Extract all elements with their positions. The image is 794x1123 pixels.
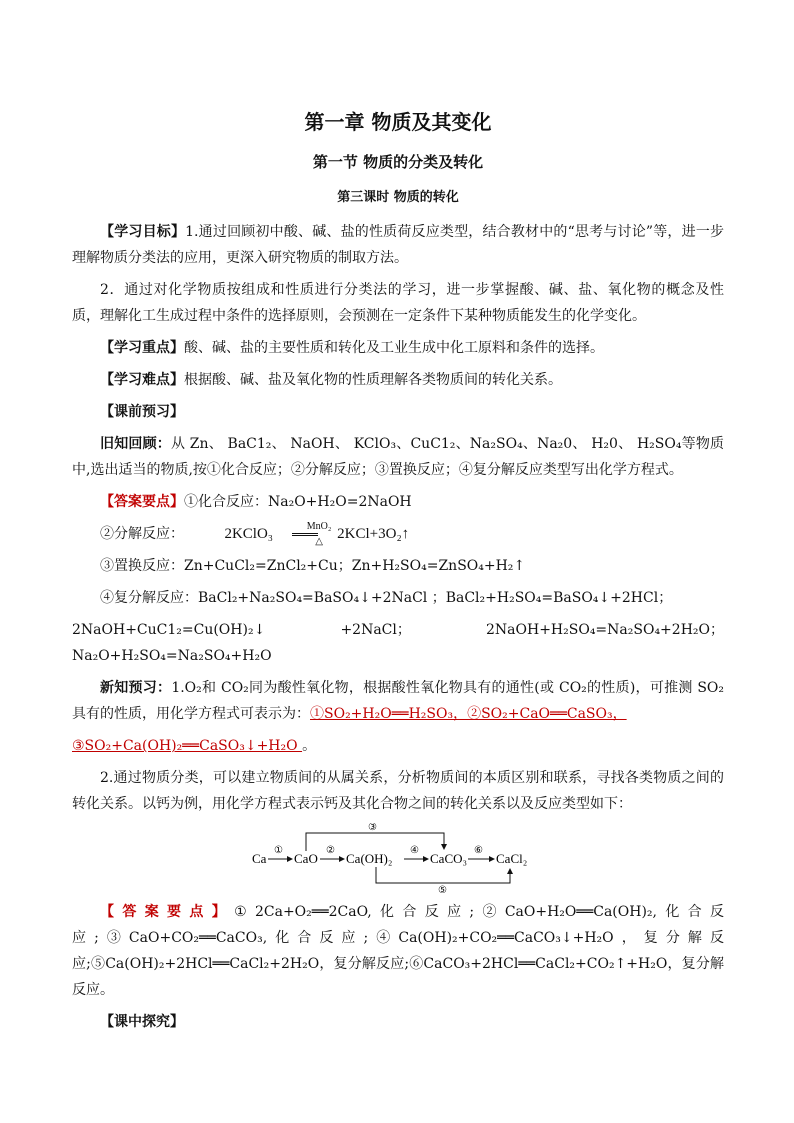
mark-4: ④ [410,845,419,857]
learning-goal-text-2: 2．通过对化学物质按组成和性质进行分类法的学习，进一步掌握酸、碱、盐、氧化物的概念及性质，理解化工生成过程中条件的选择原则，会预测在一定条件下某种物质能发生的化学变化。 [72,282,724,324]
answer2-paragraph [72,899,724,1003]
decomposition-equation [196,521,409,547]
new-knowledge-text-1: 1.O₂和 CO₂同为酸性氧化物，根据酸性氧化物具有的通性(或 CO₂的性质)，可推测 SO₂具有的性质，用化学方程式可表示为： [72,680,724,723]
new-knowledge-answer-2: ③SO₂+Ca(OH)₂══CaSO₃↓+H₂O [72,738,303,755]
new-knowledge-label: 新知预习： [100,680,172,697]
document-page [72,100,724,1041]
answer1-combination: ①化合反应：Na₂O+H₂O=2NaOH [184,494,412,510]
review-paragraph [72,431,724,483]
explore-heading [72,1009,724,1035]
answer1-decomposition-prefix: ②分解反应： [100,526,184,543]
answer2-text: ①2Ca+O₂══2CaO,化合反应;②CaO+H₂O══Ca(OH)₂,化合反应;③CaO+CO₂══CaCO₃,化合反应;④Ca(OH)₂+CO₂══CaCO₃↓+H₂O，复分解反应;⑤Ca(OH)₂+2HCl══CaCl₂+2H₂O，复分解反应;⑥CaCO₃+2HCl══CaCl₂+CO₂↑+H₂O，复分解反应。 [72,904,725,999]
mark-1: ① [274,845,283,857]
answer1-line1 [72,489,724,515]
learning-goal-label: 【学习目标】 [100,224,186,240]
section-title: 第一节 物质的分类及转化 [312,153,484,171]
mark-5: ⑤ [438,885,447,894]
new-knowledge-answer-line [72,733,724,759]
decomposition-reactant: 2KClO₃ [224,526,274,542]
learning-focus-label: 【学习重点】 [100,340,184,356]
learning-goal-text-1: 1.通过回顾初中酸、碱、盐的性质荷反应类型，结合教材中的“思考与讨论”等，进一步理解物质分类法的应用，更深入研究物质的制取方法。 [72,224,725,266]
mark-3: ③ [368,823,377,834]
lesson-title: 第三课时 物质的转化 [337,190,459,205]
node-cacl2: CaCl₂ [496,851,528,867]
arrow-5 [376,867,510,883]
decomposition-products: 2KCl+3O₂↑ [337,526,410,542]
preview-heading [72,399,724,425]
chapter-title: 第一章 物质及其变化 [304,110,492,134]
learning-difficulty-text: 根据酸、碱、盐及氧化物的性质理解各类物质间的转化关系。 [184,372,562,388]
mark-2: ② [326,845,335,857]
catalyst-label: MnO₂ [306,521,332,533]
calcium-conversion-diagram [248,823,548,893]
new-knowledge-end: 。 [302,738,317,755]
explore-label: 【课中探究】 [100,1014,184,1031]
review-text: 从 Zn、 BaC1₂、 NaOH、 KClO₃、CuC1₂、Na₂SO₄、Na₂0、 H₂0、 H₂SO₄等物质中,选出适当的物质,按①化合反应；②分解反应；③置换反应；④复分解反应类型写出化学方程式。 [72,436,725,478]
node-cao: CaO [294,851,318,867]
learning-difficulty [72,367,724,393]
learning-goal [72,219,724,271]
answer1-line2 [72,521,724,547]
answer2-label: 【答案要点】 [100,904,235,921]
new-knowledge-answer-1: ①SO₂+H₂O══H₂SO₃，②SO₂+CaO══CaSO₃， [310,706,627,723]
heat-symbol: △ [315,536,323,548]
preview-label: 【课前预习】 [100,404,184,420]
answer1-displacement: ③置换反应：Zn+CuCl₂=ZnCl₂+Cu；Zn+H₂SO₄=ZnSO₄+H₂↑ [100,558,526,575]
review-label: 旧知回顾： [100,436,171,452]
answer1-double-decomposition-2: 2NaOH+CuC1₂=Cu(OH)₂↓ +2NaCl； 2NaOH+H₂SO₄=Na₂SO₄+2H₂O；Na₂O+H₂SO₄=Na₂SO₄+H₂O [72,622,724,665]
node-caoh2: Ca(OH)₂ [346,851,393,867]
mark-6: ⑥ [474,845,483,857]
answer1-double-decomposition: ④复分解反应：BaCl₂+Na₂SO₄=BaSO₄↓+2NaCl ；BaCl₂+H₂SO₄=BaSO₄↓+2HCl； [100,590,673,607]
learning-focus-text: 酸、碱、盐的主要性质和转化及工业生成中化工原料和条件的选择。 [184,340,604,356]
new-knowledge-text-2: 2.通过物质分类，可以建立物质间的从属关系，分析物质间的本质区别和联系，寻找各类物质之间的转化关系。以钙为例，用化学方程式表示钙及其化合物之间的转化关系以及反应类型如下： [72,770,724,813]
learning-difficulty-label: 【学习难点】 [100,372,184,388]
node-ca: Ca [252,851,267,867]
answer1-label: 【答案要点】 [100,494,184,510]
node-caco3: CaCO₃ [430,851,468,867]
new-knowledge-1 [72,675,724,727]
learning-focus [72,335,724,361]
